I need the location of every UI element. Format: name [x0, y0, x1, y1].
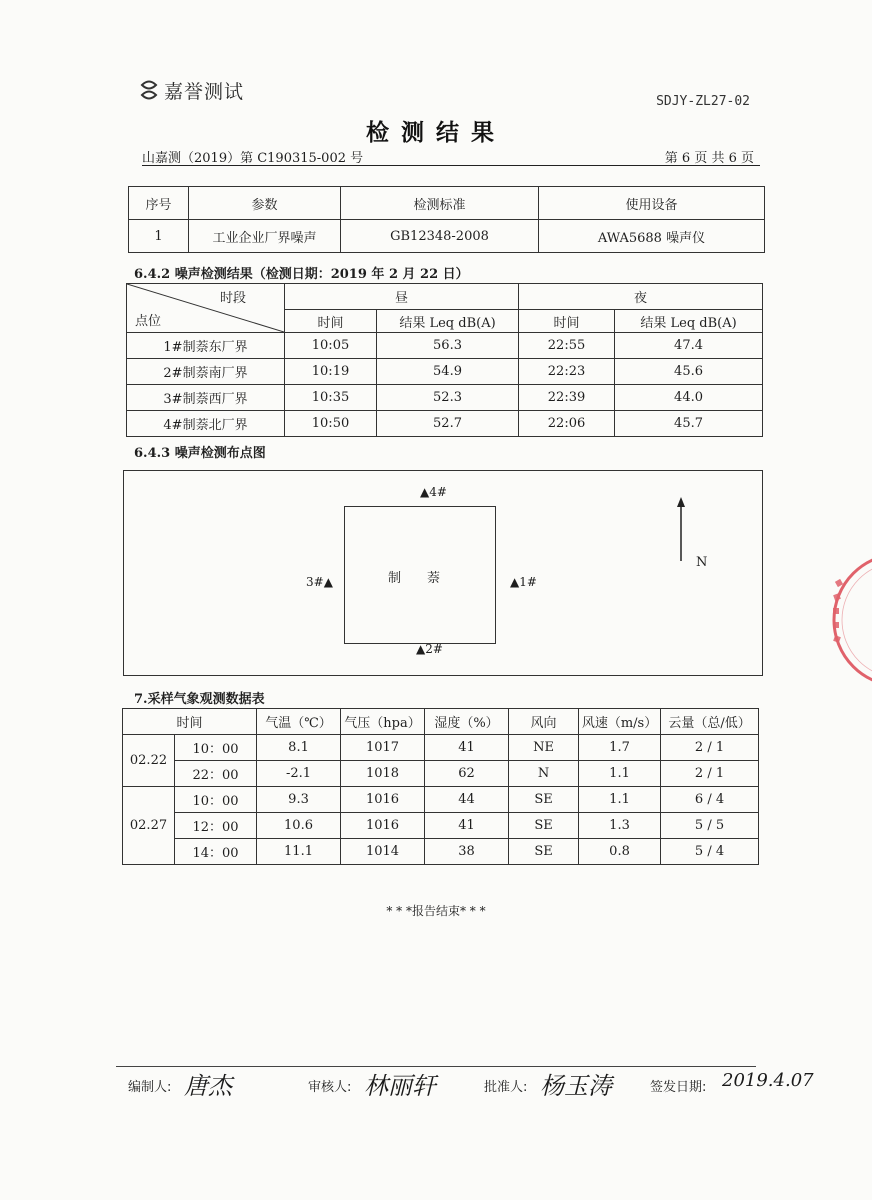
- table-row: [123, 787, 759, 813]
- approver-signature: 杨玉涛: [540, 1072, 612, 1100]
- weather-table: [122, 708, 759, 865]
- reviewer-label: 审核人:: [308, 1080, 352, 1095]
- table-row: [127, 385, 763, 411]
- cloud-cell: 2 / 1: [661, 735, 759, 761]
- table-row: [123, 735, 759, 761]
- weather-heading: 7.采样气象观测数据表: [134, 692, 265, 707]
- temp-cell: 11.1: [257, 839, 341, 865]
- night-result-header: 结果 Leq dB(A): [615, 310, 763, 333]
- temp-cell: -2.1: [257, 761, 341, 787]
- wind-dir-cell: NE: [509, 735, 579, 761]
- time-cell: 10:35: [285, 385, 377, 411]
- time-cell: 10：00: [175, 787, 257, 813]
- plant-box: [344, 506, 496, 644]
- table-cell: 工业企业厂界噪声: [189, 220, 341, 253]
- night-time-header: 时间: [519, 310, 615, 333]
- table-header: 湿度（%）: [425, 709, 509, 735]
- corner-label-period: 时段: [219, 291, 246, 306]
- plant-label: 制萘: [388, 571, 467, 586]
- pressure-cell: 1017: [341, 735, 425, 761]
- wind-dir-cell: SE: [509, 839, 579, 865]
- wind-speed-cell: 1.1: [579, 787, 661, 813]
- temp-cell: 10.6: [257, 813, 341, 839]
- time-cell: 10:19: [285, 359, 377, 385]
- point-cell: 2#制萘南厂界: [127, 359, 285, 385]
- point-cell: 3#制萘西厂界: [127, 385, 285, 411]
- wind-dir-cell: N: [509, 761, 579, 787]
- value-cell: 45.7: [615, 411, 763, 437]
- point-1-marker: ▲1#: [510, 575, 537, 589]
- value-cell: 52.7: [377, 411, 519, 437]
- humidity-cell: 62: [425, 761, 509, 787]
- value-cell: 45.6: [615, 359, 763, 385]
- table-row: [123, 839, 759, 865]
- cloud-cell: 5 / 5: [661, 813, 759, 839]
- table-header-row: [129, 187, 765, 220]
- table-header: 序号: [129, 187, 189, 220]
- value-cell: 54.9: [377, 359, 519, 385]
- value-cell: 44.0: [615, 385, 763, 411]
- table-cell: 1: [129, 220, 189, 253]
- value-cell: 47.4: [615, 333, 763, 359]
- table-header: 云量（总/低）: [661, 709, 759, 735]
- logo-text: 嘉誉测试: [164, 80, 245, 103]
- table-row: [123, 761, 759, 787]
- time-cell: 12：00: [175, 813, 257, 839]
- noise-results-heading: 6.4.2 噪声检测结果（检测日期：2019 年 2 月 22 日）: [134, 267, 469, 282]
- cloud-cell: 5 / 4: [661, 839, 759, 865]
- wind-speed-cell: 1.3: [579, 813, 661, 839]
- north-label: N: [696, 555, 708, 570]
- table-row: [129, 220, 765, 253]
- table-header: 风速（m/s）: [579, 709, 661, 735]
- table-header: 风向: [509, 709, 579, 735]
- official-seal-icon: [828, 550, 872, 690]
- time-cell: 22:06: [519, 411, 615, 437]
- night-header: 夜: [519, 284, 763, 310]
- table-header: 使用设备: [539, 187, 765, 220]
- compiler-label: 编制人:: [128, 1080, 172, 1095]
- issue-date-signature: 2019.4.07: [722, 1070, 814, 1091]
- equipment-table: [128, 186, 765, 253]
- time-cell: 22:55: [519, 333, 615, 359]
- north-arrow-icon: [676, 497, 686, 561]
- time-cell: 22:39: [519, 385, 615, 411]
- table-header-row: [123, 709, 759, 735]
- day-result-header: 结果 Leq dB(A): [377, 310, 519, 333]
- noise-results-table: [126, 283, 763, 437]
- table-header: 检测标准: [341, 187, 539, 220]
- layout-diagram: [123, 470, 763, 676]
- table-row: [127, 411, 763, 437]
- issue-date-label: 签发日期:: [650, 1080, 707, 1095]
- pressure-cell: 1014: [341, 839, 425, 865]
- document-code: SDJY-ZL27-02: [656, 94, 750, 109]
- point-cell: 4#制萘北厂界: [127, 411, 285, 437]
- time-cell: 10:05: [285, 333, 377, 359]
- page-title: 检测结果: [366, 120, 506, 146]
- wind-dir-cell: SE: [509, 813, 579, 839]
- table-row: [127, 359, 763, 385]
- table-header-row: [127, 284, 763, 310]
- company-logo: [138, 76, 244, 104]
- approver-label: 批准人:: [484, 1080, 528, 1095]
- wind-dir-cell: SE: [509, 787, 579, 813]
- time-cell: 10：00: [175, 735, 257, 761]
- humidity-cell: 38: [425, 839, 509, 865]
- time-cell: 10:50: [285, 411, 377, 437]
- date-cell: 02.27: [123, 787, 175, 865]
- cloud-cell: 2 / 1: [661, 761, 759, 787]
- table-header: 时间: [123, 709, 257, 735]
- point-cell: 1#制萘东厂界: [127, 333, 285, 359]
- point-2-marker: ▲2#: [416, 642, 443, 656]
- time-cell: 22：00: [175, 761, 257, 787]
- temp-cell: 8.1: [257, 735, 341, 761]
- layout-diagram-heading: 6.4.3 噪声检测布点图: [134, 446, 266, 461]
- table-row: [127, 333, 763, 359]
- report-number: 山嘉测（2019）第 C190315-002 号: [142, 151, 364, 166]
- table-row: [123, 813, 759, 839]
- page-info: 第 6 页 共 6 页: [664, 151, 754, 166]
- point-4-marker: ▲4#: [420, 485, 447, 499]
- pressure-cell: 1016: [341, 813, 425, 839]
- reviewer-signature: 林丽轩: [364, 1072, 436, 1100]
- point-3-marker: 3#▲: [306, 575, 333, 589]
- temp-cell: 9.3: [257, 787, 341, 813]
- table-header: 参数: [189, 187, 341, 220]
- report-end-note: * * *报告结束* * *: [386, 904, 486, 918]
- pressure-cell: 1016: [341, 787, 425, 813]
- report-number-line: [142, 145, 760, 166]
- date-cell: 02.22: [123, 735, 175, 787]
- compiler-signature: 唐杰: [184, 1072, 232, 1100]
- table-header: 气压（hpa）: [341, 709, 425, 735]
- wind-speed-cell: 1.1: [579, 761, 661, 787]
- wind-speed-cell: 1.7: [579, 735, 661, 761]
- day-time-header: 时间: [285, 310, 377, 333]
- table-cell: AWA5688 噪声仪: [539, 220, 765, 253]
- cloud-cell: 6 / 4: [661, 787, 759, 813]
- time-cell: 14：00: [175, 839, 257, 865]
- value-cell: 56.3: [377, 333, 519, 359]
- value-cell: 52.3: [377, 385, 519, 411]
- logo-mark-icon: [138, 79, 160, 101]
- corner-label-point: 点位: [135, 314, 162, 329]
- table-cell: GB12348-2008: [341, 220, 539, 253]
- wind-speed-cell: 0.8: [579, 839, 661, 865]
- time-cell: 22:23: [519, 359, 615, 385]
- humidity-cell: 41: [425, 735, 509, 761]
- table-header: 气温（℃）: [257, 709, 341, 735]
- day-header: 昼: [285, 284, 519, 310]
- humidity-cell: 44: [425, 787, 509, 813]
- humidity-cell: 41: [425, 813, 509, 839]
- diagonal-header-cell: [127, 284, 285, 333]
- pressure-cell: 1018: [341, 761, 425, 787]
